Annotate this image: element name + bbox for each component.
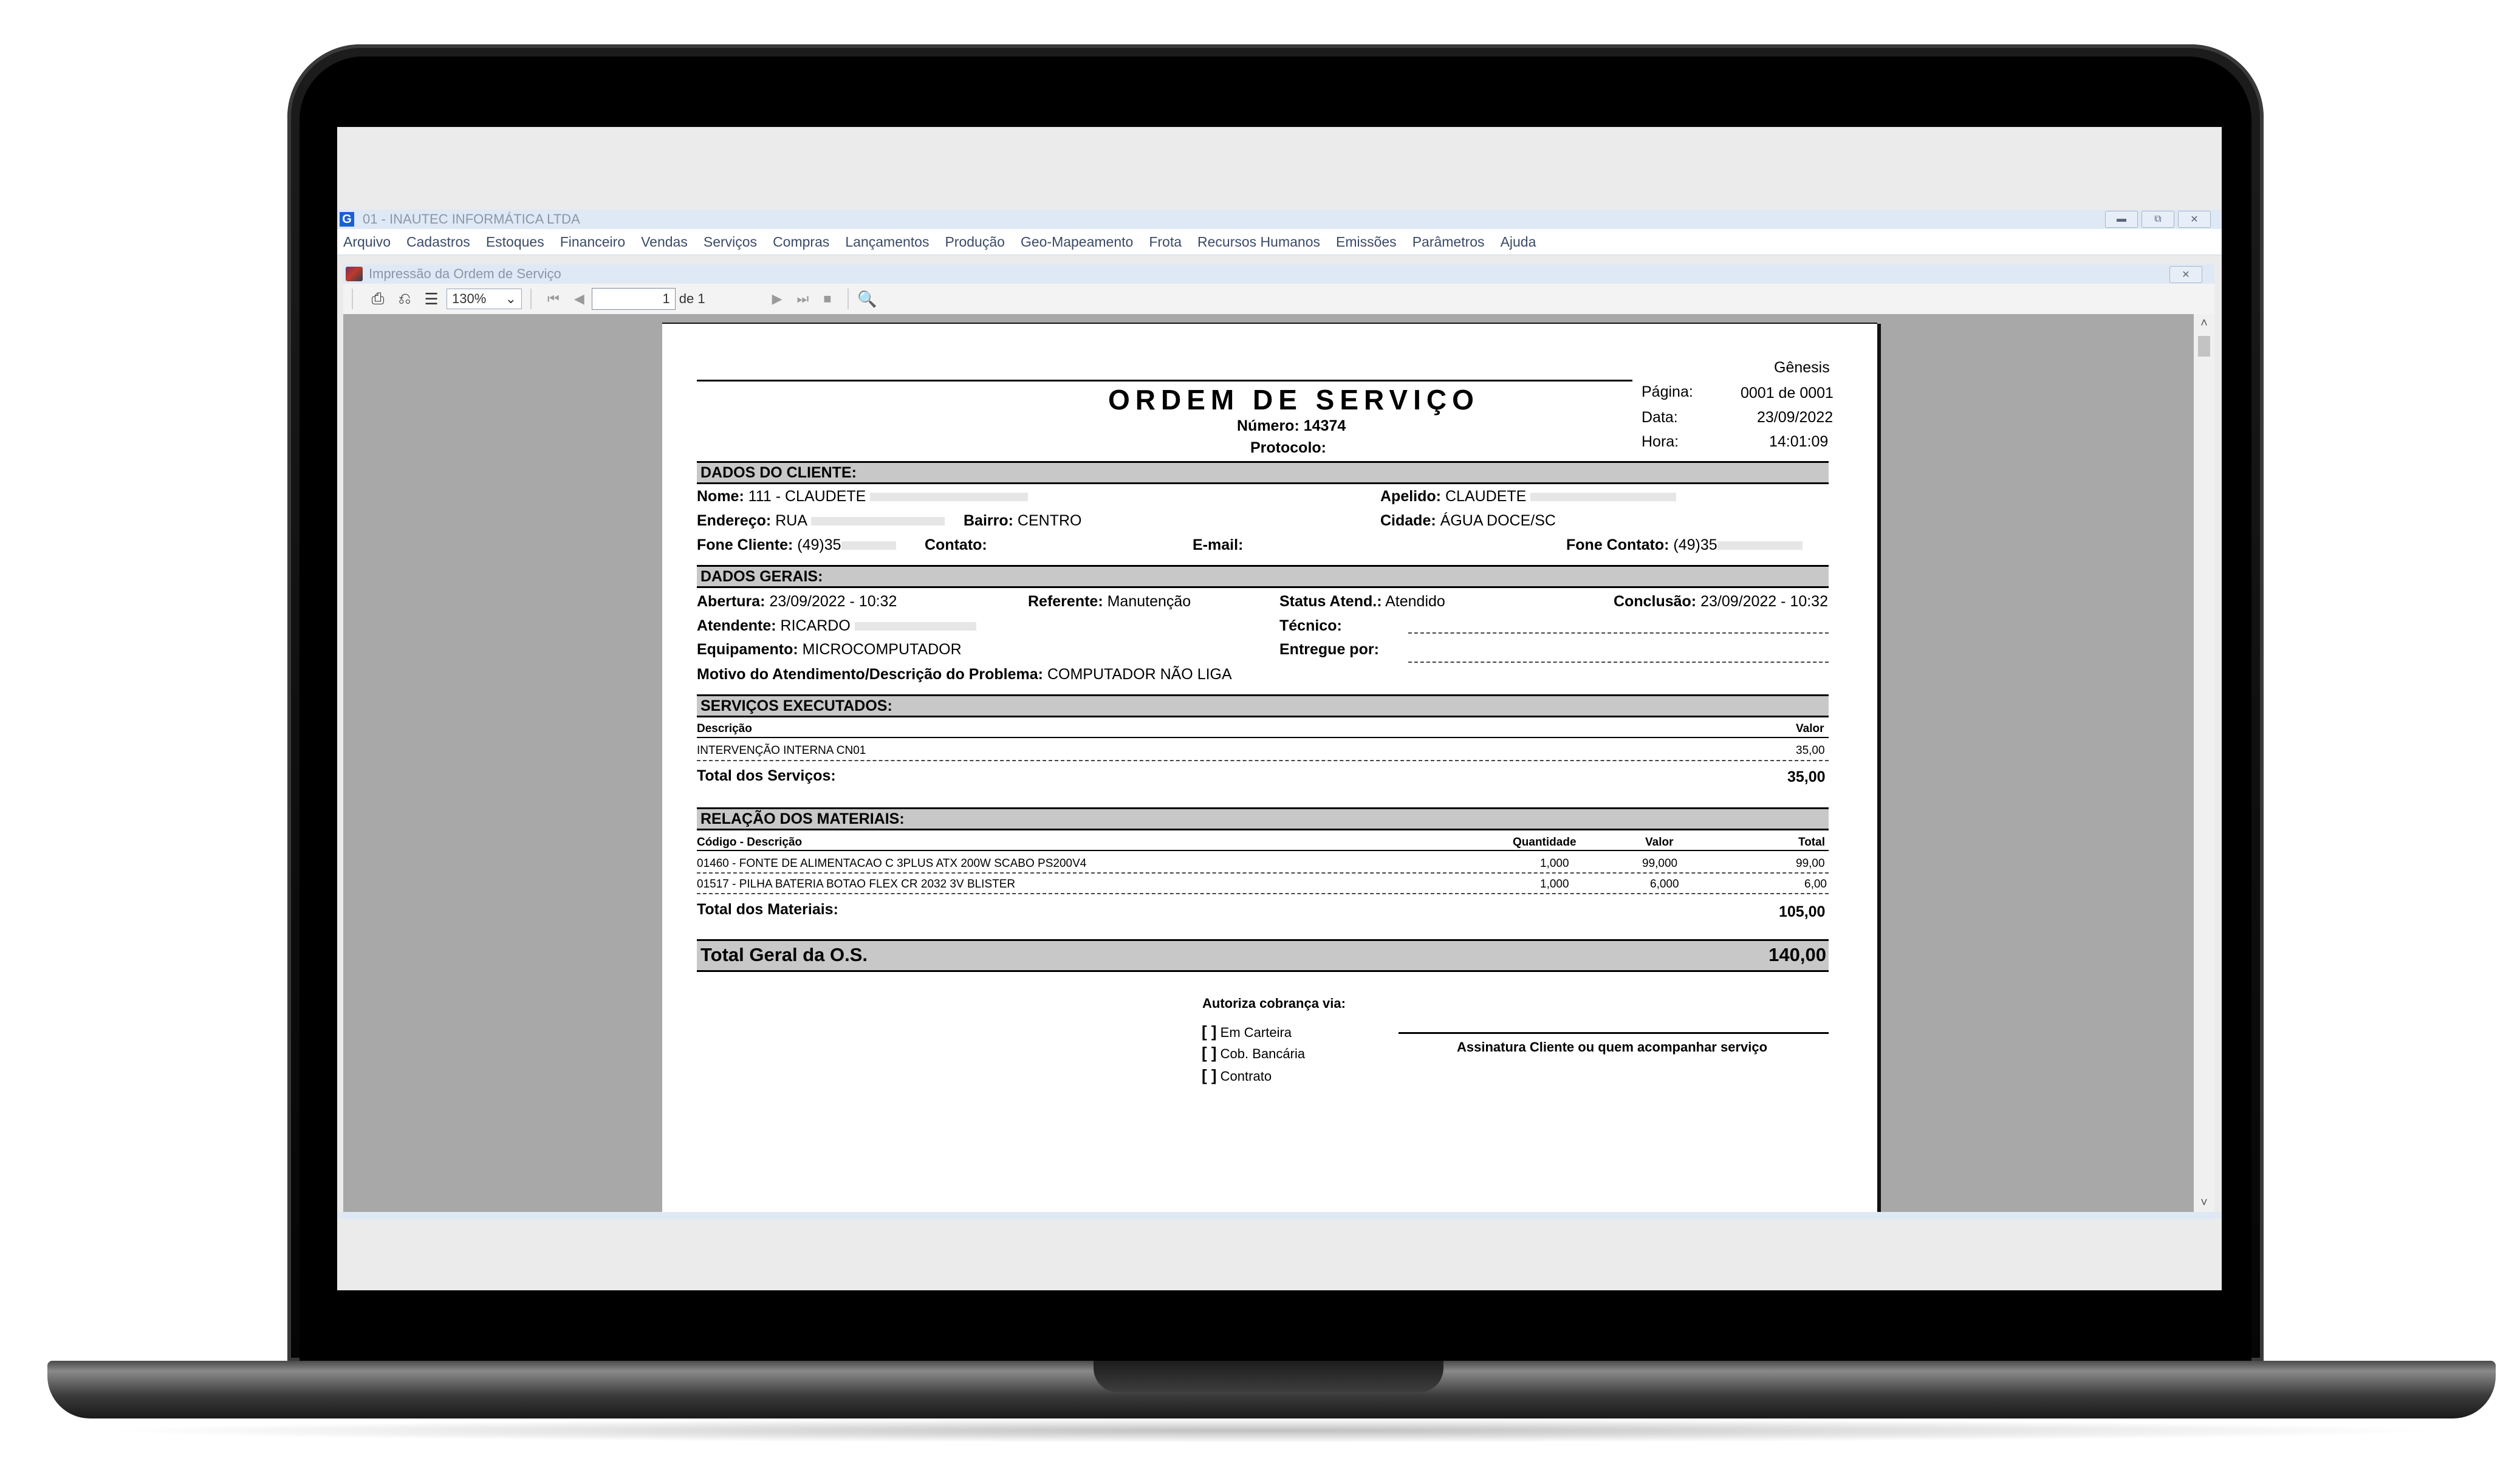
atendente-value: RICARDO	[780, 617, 851, 634]
motivo-label: Motivo do Atendimento/Descrição do Problema:	[697, 666, 1043, 683]
menu-cadastros[interactable]: Cadastros	[406, 233, 470, 250]
toolbar-separator	[847, 289, 849, 309]
total-servicos-label: Total dos Serviços:	[697, 767, 836, 784]
opcao-cob-bancaria: Cob. Bancária	[1220, 1046, 1306, 1061]
title-rule	[697, 380, 1632, 382]
materiais-col-valor: Valor	[1645, 836, 1674, 849]
total-materiais-value: 105,00	[1779, 903, 1826, 920]
menu-estoques[interactable]: Estoques	[485, 233, 544, 250]
viewer-bottom-border	[337, 1212, 2222, 1219]
stop-icon[interactable]: ■	[823, 291, 832, 306]
tecnico-label: Técnico:	[1279, 617, 1342, 634]
scroll-down-icon[interactable]: ˅	[2200, 1196, 2208, 1210]
report-viewer[interactable]	[343, 314, 2214, 1212]
material-row-rule	[697, 893, 1829, 894]
pagina-value: 0001 de 0001	[1741, 385, 1834, 402]
total-servicos-value: 35,00	[1787, 768, 1826, 785]
menu-vendas[interactable]: Vendas	[641, 233, 688, 250]
material-row-descricao: 01517 - PILHA BATERIA BOTAO FLEX CR 2032 3V BLISTER	[697, 878, 1016, 891]
fone-contato-value: (49)35	[1673, 536, 1717, 553]
entregue-line	[1408, 662, 1829, 663]
materiais-col-rule	[697, 850, 1829, 851]
last-page-icon[interactable]: ⏭	[796, 291, 809, 306]
equipamento-label: Equipamento:	[697, 641, 798, 658]
fone-contato-label: Fone Contato:	[1566, 536, 1669, 553]
menu-financeiro[interactable]: Financeiro	[560, 233, 626, 250]
signature-line	[1399, 1032, 1829, 1034]
child-window-title: Impressão da Ordem de Serviço	[369, 266, 561, 281]
next-page-icon[interactable]: ▶	[772, 291, 782, 306]
close-button[interactable]: ✕	[2178, 211, 2211, 228]
menu-emissoes[interactable]: Emissões	[1335, 233, 1397, 250]
gerais-header: DADOS GERAIS:	[697, 565, 1829, 588]
conclusao-value: 23/09/2022 - 10:32	[1700, 593, 1828, 610]
abertura-value: 23/09/2022 - 10:32	[769, 593, 897, 610]
zoom-select[interactable]	[447, 289, 522, 309]
app-titlebar	[337, 210, 2222, 229]
redacted	[870, 493, 1028, 501]
child-window-titlebar	[343, 264, 2214, 284]
referente-label: Referente:	[1028, 593, 1103, 610]
report-title: ORDEM DE SERVIÇO	[1108, 384, 1479, 416]
bairro-label: Bairro:	[964, 512, 1013, 529]
chevron-down-icon: ⌄	[505, 291, 516, 306]
app-logo-icon: G	[340, 212, 354, 227]
atendente-label: Atendente:	[697, 617, 776, 634]
menu-servicos[interactable]: Serviços	[703, 233, 758, 250]
redacted	[855, 622, 976, 631]
material-row-total: 6,00	[1804, 878, 1827, 891]
numero-value: 14374	[1303, 417, 1346, 434]
endereco-label: Endereço:	[697, 512, 772, 529]
material-row-descricao: 01460 - FONTE DE ALIMENTACAO C 3PLUS ATX 200W SCABO PS200V4	[697, 857, 1087, 870]
materiais-col-qtd: Quantidade	[1513, 836, 1577, 849]
page-setup-icon[interactable]: ☰	[424, 289, 439, 308]
entregue-label: Entregue por:	[1279, 641, 1379, 658]
toolbar-separator	[530, 289, 532, 309]
checkbox-contrato[interactable]: [ ]	[1202, 1066, 1217, 1084]
fone-value: (49)35	[797, 536, 841, 553]
status-label: Status Atend.:	[1279, 593, 1382, 610]
endereco-value: RUA	[775, 512, 807, 529]
apelido-label: Apelido:	[1380, 488, 1441, 505]
scroll-up-icon[interactable]: ˄	[2200, 316, 2208, 330]
laptop-notch	[1094, 1361, 1443, 1392]
checkbox-cob-bancaria[interactable]: [ ]	[1202, 1044, 1217, 1062]
menu-lancamentos[interactable]: Lançamentos	[845, 233, 930, 250]
menu-geo-mapeamento[interactable]: Geo-Mapeamento	[1020, 233, 1134, 250]
abertura-label: Abertura:	[697, 593, 765, 610]
servicos-col-descricao: Descrição	[697, 722, 752, 735]
report-page	[662, 324, 1877, 1212]
redacted	[1717, 541, 1803, 550]
servicos-col-rule	[697, 737, 1829, 738]
materiais-col-total: Total	[1798, 836, 1825, 849]
vertical-scrollbar[interactable]	[2194, 314, 2214, 1212]
hora-label: Hora:	[1642, 433, 1679, 450]
redacted	[811, 517, 945, 525]
material-row-qtd: 1,000	[1540, 878, 1569, 891]
servico-row-valor: 35,00	[1796, 744, 1825, 757]
restore-button[interactable]: ⧉	[2142, 211, 2174, 228]
print-icon[interactable]: ⎙	[371, 289, 385, 307]
menu-recursos-humanos[interactable]: Recursos Humanos	[1197, 233, 1320, 250]
app-title: 01 - INAUTEC INFORMÁTICA LTDA	[363, 211, 580, 227]
menu-ajuda[interactable]: Ajuda	[1500, 233, 1536, 250]
screen	[337, 127, 2222, 1290]
hora-value: 14:01:09	[1769, 433, 1829, 450]
pagina-label: Página:	[1642, 383, 1693, 400]
email-label: E-mail:	[1193, 536, 1244, 553]
referente-value: Manutenção	[1107, 593, 1191, 610]
data-value: 23/09/2022	[1757, 409, 1834, 426]
menu-parametros[interactable]: Parâmetros	[1412, 233, 1485, 250]
toolbar-grip	[352, 289, 353, 309]
material-row-rule	[697, 872, 1829, 874]
contato-label: Contato:	[925, 536, 987, 553]
materiais-header: RELAÇÃO DOS MATERIAIS:	[697, 807, 1829, 830]
cidade-label: Cidade:	[1380, 512, 1436, 529]
servico-row-rule	[697, 760, 1829, 761]
cidade-value: ÁGUA DOCE/SC	[1440, 512, 1556, 529]
assinatura-label: Assinatura Cliente ou quem acompanhar serviço	[1457, 1039, 1768, 1055]
page-total: de 1	[679, 291, 705, 306]
status-value: Atendido	[1385, 593, 1445, 610]
child-close-button[interactable]: ✕	[2169, 266, 2202, 283]
first-page-icon[interactable]: ⏮	[547, 291, 560, 306]
nome-label: Nome:	[697, 488, 744, 505]
numero-label: Número:	[1237, 417, 1299, 434]
autoriza-label: Autoriza cobrança via:	[1202, 996, 1346, 1011]
menu-compras[interactable]: Compras	[773, 233, 830, 250]
servicos-header: SERVIÇOS EXECUTADOS:	[697, 694, 1829, 717]
prev-page-icon[interactable]: ◀	[574, 291, 584, 306]
cliente-header: DADOS DO CLIENTE:	[697, 461, 1829, 484]
menu-producao[interactable]: Produção	[945, 233, 1005, 250]
nome-value: 111 - CLAUDETE	[748, 488, 866, 505]
window-controls	[2105, 211, 2211, 228]
menubar	[337, 229, 2222, 255]
opcao-em-carteira: Em Carteira	[1220, 1025, 1292, 1040]
fone-label: Fone Cliente:	[697, 536, 793, 553]
material-row-valor: 99,000	[1642, 857, 1678, 870]
binoculars-icon[interactable]: 🔍	[857, 289, 877, 308]
company-name: Gênesis	[1774, 359, 1830, 376]
material-row-valor: 6,000	[1650, 878, 1679, 891]
total-geral-band	[697, 939, 1829, 972]
print-setup-icon[interactable]: ⎌	[398, 289, 411, 307]
minimize-button[interactable]: ▬	[2105, 211, 2138, 228]
equipamento-value: MICROCOMPUTADOR	[802, 641, 962, 658]
menu-frota[interactable]: Frota	[1149, 233, 1182, 250]
status-area	[337, 1219, 2222, 1290]
materiais-col-codigo: Código - Descrição	[697, 836, 803, 849]
preview-toolbar	[343, 284, 2214, 315]
zoom-value: 130%	[452, 291, 487, 306]
apelido-value: CLAUDETE	[1445, 488, 1527, 505]
redacted	[841, 541, 896, 550]
redacted	[1530, 493, 1676, 501]
opcao-contrato: Contrato	[1220, 1069, 1272, 1084]
total-geral-value: 140,00	[1768, 944, 1826, 965]
material-row-qtd: 1,000	[1540, 857, 1569, 870]
material-row-total: 99,00	[1796, 857, 1825, 870]
total-materiais-label: Total dos Materiais:	[697, 901, 838, 918]
servicos-col-valor: Valor	[1796, 722, 1824, 735]
bairro-value: CENTRO	[1017, 512, 1082, 529]
books-icon	[346, 267, 363, 281]
data-label: Data:	[1642, 409, 1678, 426]
checkbox-em-carteira[interactable]: [ ]	[1202, 1022, 1217, 1041]
menu-arquivo[interactable]: Arquivo	[343, 233, 391, 250]
laptop-shadow	[91, 1418, 2448, 1443]
page-number-input[interactable]: 1	[592, 288, 676, 310]
scroll-thumb[interactable]	[2198, 336, 2210, 357]
protocolo-label: Protocolo:	[1250, 439, 1326, 456]
tecnico-line	[1408, 632, 1829, 634]
servico-row-descricao: INTERVENÇÃO INTERNA CN01	[697, 744, 866, 757]
conclusao-label: Conclusão:	[1614, 593, 1697, 610]
total-geral-label: Total Geral da O.S.	[700, 944, 868, 965]
motivo-value: COMPUTADOR NÃO LIGA	[1047, 666, 1232, 683]
